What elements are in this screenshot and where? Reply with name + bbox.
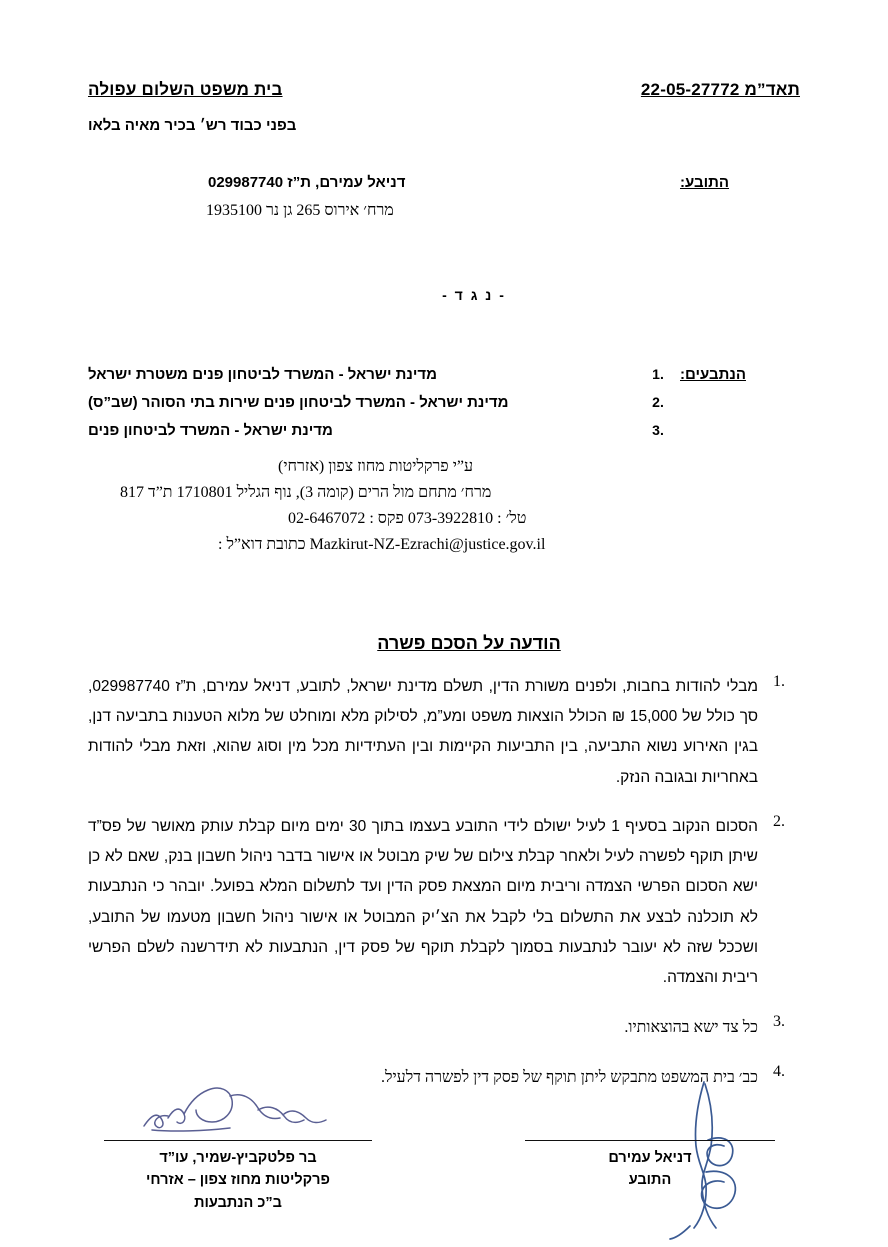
clause-number-4: 4. bbox=[773, 1063, 785, 1081]
plaintiff-block bbox=[88, 174, 800, 220]
defendant-row-1 bbox=[88, 366, 800, 383]
signature-line-plaintiff bbox=[525, 1140, 775, 1141]
defendant-name-3: מדינת ישראל - המשרד לביטחון פנים bbox=[88, 422, 333, 439]
clause-text-4: כב׳ בית המשפט מתבקש ליתן תוקף של פסק דין לפשרה דלעיל. bbox=[380, 1069, 758, 1087]
court-name: בית משפט השלום עפולה bbox=[88, 80, 283, 99]
plaintiff-row bbox=[88, 174, 800, 191]
defendant-number-1: 1. bbox=[652, 366, 664, 382]
plaintiff-name: דניאל עמירם, ת”ז 029987740 bbox=[208, 174, 406, 191]
signature-line-counsel bbox=[104, 1140, 372, 1141]
judge-line: בפני כבוד רש׳ בכיר מאיה בלאו bbox=[88, 117, 297, 134]
clause-list bbox=[88, 672, 800, 1113]
defendants-counsel-block bbox=[88, 458, 800, 562]
clause-text-3: כל צד ישא בהוצאותיו. bbox=[624, 1019, 758, 1037]
page-title: הודעה על הסכם פשרה bbox=[377, 633, 561, 653]
defendant-row-3 bbox=[88, 422, 800, 439]
clause-text-2: הסכום הנקוב בסעיף 1 לעיל ישולם לידי התובע בעצמו בתוך 30 ימים מיום קבלת עותק מאושר של פס”ד שיתן תוקף לפשרה לעיל ולאחר קבלת צילום של שיק מבוטל או אישור בדבר ניהול חשבון בנק, שאם לא כן ישא הסכום הפרשי הצמדה וריבית מיום המצאת פסק הדין ועד לתשלום המלא בפועל. יובהר כי הנתבעות לא תוכלנה לבצע את התשלום בלי לקבל את הצ׳יק המבוטל או אישור ניהול חשבון מטעמו של התובע, ושככל שזה לא יעובר לנתבעות בסמוך לקבלת תוקף של פסק דין, הנתבעות לא תידרשנה לשלם הפרשי ריבית והצמדה. bbox=[88, 817, 759, 986]
defendant-name-1: מדינת ישראל - המשרד לביטחון פנים משטרת ישראל bbox=[88, 366, 438, 383]
plaintiff-address: מרח׳ אירוס 265 גן נר 1935100 bbox=[206, 202, 394, 219]
clause-number-1: 1. bbox=[773, 673, 785, 690]
clause-item-1 bbox=[88, 672, 800, 793]
signature-names-counsel bbox=[88, 1147, 388, 1214]
signature-name-counsel: בר פלטקביץ-שמיר, עו”ד bbox=[159, 1150, 317, 1166]
counsel-email: Mazkirut-NZ-Ezrachi@justice.gov.il bbox=[309, 536, 546, 553]
counsel-email-line bbox=[88, 536, 800, 554]
signature-role-plaintiff: התובע bbox=[628, 1172, 672, 1189]
signature-org-counsel: פרקליטות מחוז צפון – אזרחי bbox=[146, 1172, 330, 1189]
defendant-name-2: מדינת ישראל - המשרד לביטחון פנים שירות בתי הסוהר (שב”ס) bbox=[88, 394, 509, 411]
clause-number-3: 3. bbox=[773, 1013, 785, 1031]
defendant-number-2: 2. bbox=[652, 394, 664, 410]
signature-area bbox=[88, 1088, 800, 1211]
clause-number-2: 2. bbox=[773, 812, 785, 830]
signature-block-counsel bbox=[88, 1088, 388, 1211]
defendants-label: הנתבעים: bbox=[680, 366, 746, 383]
counsel-office: ע”י פרקליטות מחוז צפון (אזרחי) bbox=[278, 458, 474, 475]
clause-text-1: מבלי להודות בחבות, ולפנים משורת הדין, תשלם מדינת ישראל, לתובע, דניאל עמירם, ת”ז 029987740, סך כולל של 15,000 ₪ הכולל הוצאות משפט ומע”מ, לסילוק מלא ומוחלט של מלוא הטענות בתביעה דנן, בגין האירוע נשוא התביעה, בין התביעות הקיימות ובין העתידיות מכל מין וסוג שהוא, וזאת מבלי להודות באחריות ובגובה הנזק. bbox=[88, 678, 758, 786]
signature-role-counsel: ב”כ הנתבעות bbox=[194, 1194, 282, 1211]
versus-separator: - נ ג ד - bbox=[442, 287, 506, 303]
clause-item-2 bbox=[88, 812, 800, 993]
defendant-number-3: 3. bbox=[652, 422, 664, 438]
defendants-block bbox=[88, 366, 800, 450]
counsel-phone-fax: טל׳ : 073-3922810 פקס : 02-6467072 bbox=[288, 510, 527, 527]
signature-name-plaintiff: דניאל עמירם bbox=[608, 1150, 692, 1166]
signature-names-plaintiff bbox=[500, 1147, 800, 1192]
clause-item-3 bbox=[88, 1012, 800, 1043]
counsel-address: מרח׳ מתחם מול הרים (קומה 3), נוף הגליל 1710801 ת”ד 817 bbox=[120, 484, 492, 501]
counsel-email-label: כתובת דוא”ל : bbox=[218, 536, 306, 553]
document-header bbox=[88, 80, 800, 100]
defendant-row-2 bbox=[88, 394, 800, 411]
signature-block-plaintiff bbox=[500, 1088, 800, 1189]
case-number: תאד”מ 22-05-27772 bbox=[640, 80, 800, 99]
plaintiff-label: התובע: bbox=[680, 174, 729, 191]
